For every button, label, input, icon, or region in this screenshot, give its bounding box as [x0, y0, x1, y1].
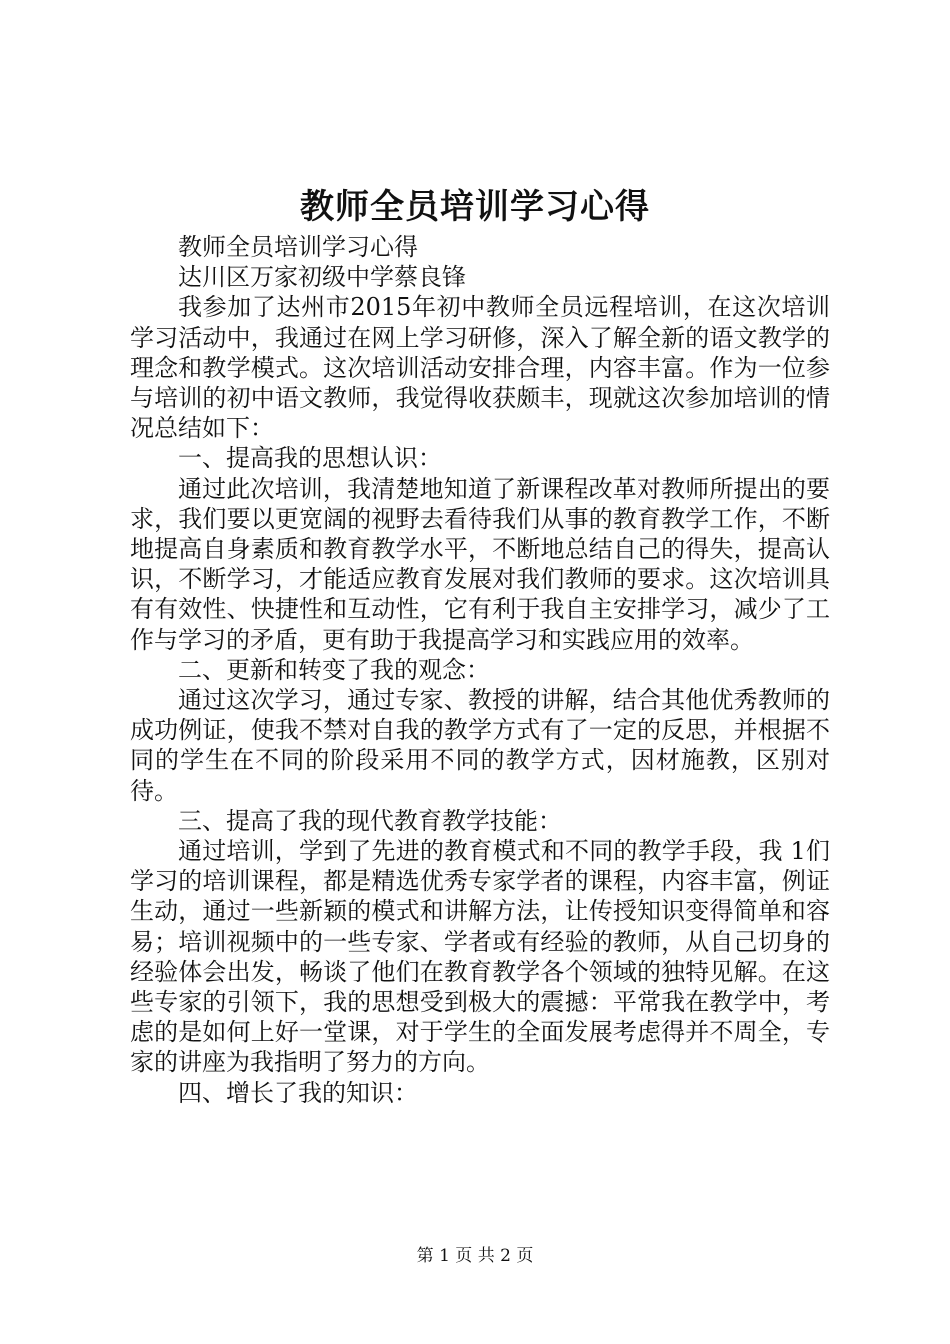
intro-paragraph: 我参加了达州市2015年初中教师全员远程培训，在这次培训学习活动中，我通过在网上学习研修，深入了解全新的语文教学的理念和教学模式。这次培训活动安排合理，内容丰富。作为一位参与培训的初中语文教师，我觉得收获颇丰，现就这次参加培训的情况总结如下：: [130, 293, 830, 443]
section-heading-4: 四、增长了我的知识：: [178, 1078, 418, 1107]
section-paragraph-1: 通过此次培训，我清楚地知道了新课程改革对教师所提出的要求，我们要以更宽阔的视野去看待我们从事的教育教学工作，不断地提高自身素质和教育教学水平，不断地总结自己的得失，提高认识，不断学习，才能适应教育发展对我们教师的要求。这次培训具有有效性、快捷性和互动性，它有利于我自主安排学习，减少了工作与学习的矛盾，更有助于我提高学习和实践应用的效率。: [130, 474, 830, 654]
section-paragraph-2: 通过这次学习，通过专家、教授的讲解，结合其他优秀教师的成功例证，使我不禁对自我的教学方式有了一定的反思，并根据不同的学生在不同的阶段采用不同的教学方式，因材施教，区别对待。: [130, 686, 830, 805]
page-footer: 第 1 页 共 2 页: [416, 1246, 534, 1266]
section-heading-2: 二、更新和转变了我的观念：: [178, 655, 490, 684]
section-heading-1: 一、提高我的思想认识：: [178, 444, 442, 473]
subtitle-line: 教师全员培训学习心得: [178, 233, 418, 261]
author-line: 达川区万家初级中学蔡良锋: [178, 263, 466, 292]
section-paragraph-3: 通过培训，学到了先进的教育模式和不同的教学手段，我 1们学习的培训课程，都是精选优秀专家学者的课程，内容丰富，例证生动，通过一些新颖的模式和讲解方法，让传授知识变得简单和容易；培训视频中的一些专家、学者或有经验的教师，从自己切身的经验体会出发，畅谈了他们在教育教学各个领域的独特见解。在这些专家的引领下，我的思想受到极大的震撼：平常我在教学中，考虑的是如何上好一堂课，对于学生的全面发展考虑得并不周全，专家的讲座为我指明了努力的方向。: [130, 837, 830, 1077]
document-body: [130, 232, 830, 1108]
section-heading-3: 三、提高了我的现代教育教学技能：: [178, 806, 562, 835]
document-title: 教师全员培训学习心得: [300, 187, 650, 227]
